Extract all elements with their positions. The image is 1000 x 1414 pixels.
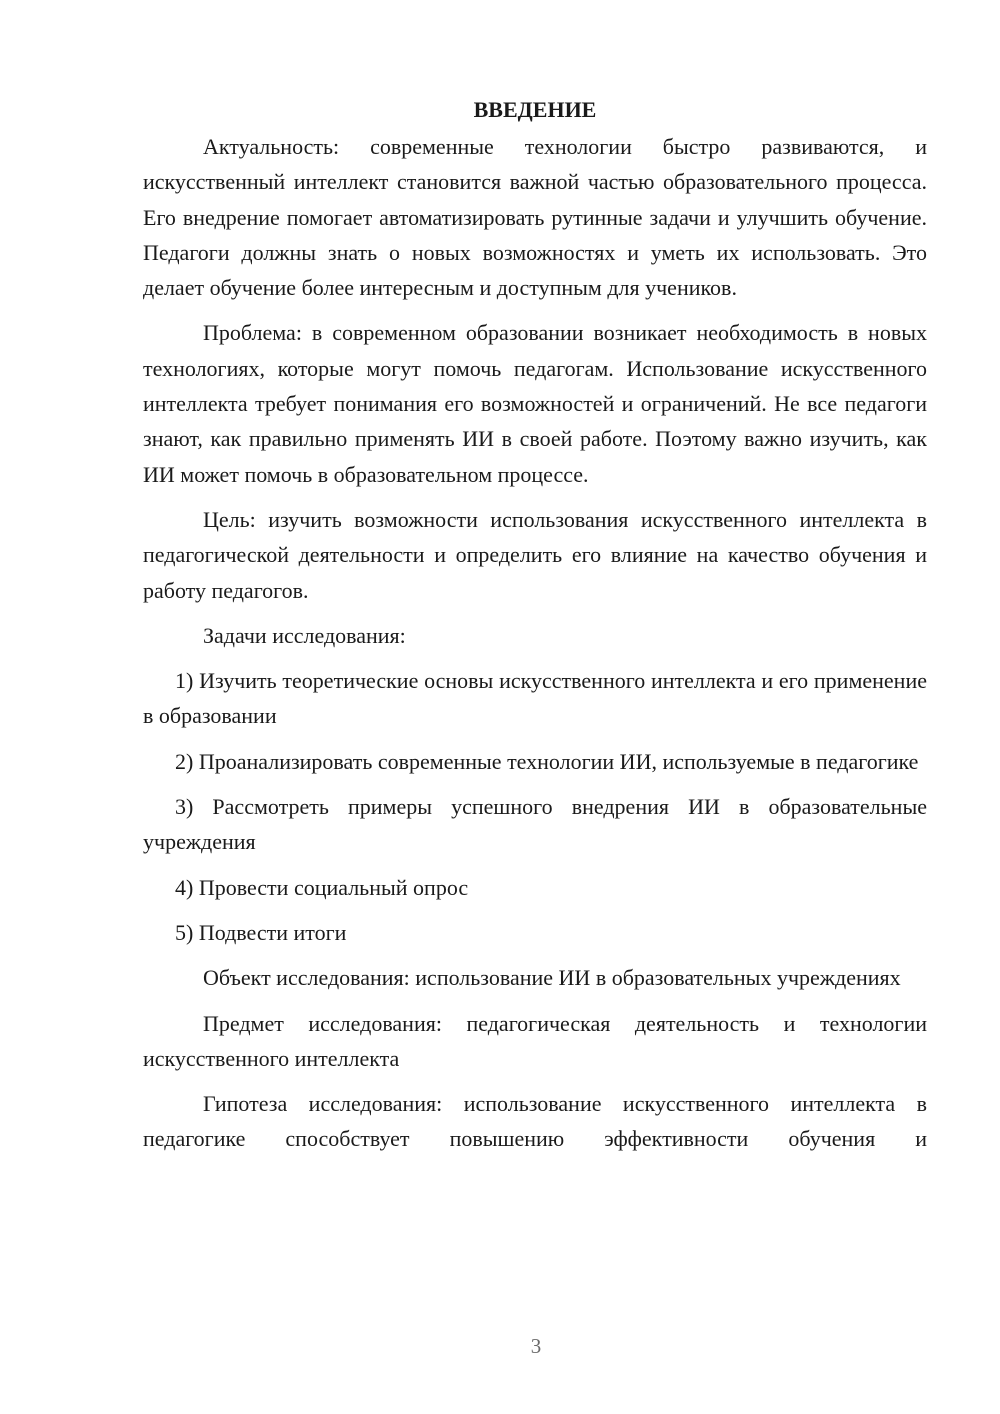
section-title: ВВЕДЕНИЕ: [473, 97, 597, 122]
tasks-list: [143, 663, 927, 950]
paragraph-relevance: Актуальность: современные технологии быстро развиваются, и искусственный интеллект становится важной частью образовательного процесса. Его внедрение помогает автоматизировать рутинные задачи и улучшить обучение. Педагоги должны знать о новых возможностях и уметь их использовать. Это делает обучение более интересным и доступным для учеников.: [143, 134, 927, 301]
list-item: 4) Провести социальный опрос: [175, 874, 469, 900]
list-item: 5) Подвести итоги: [175, 919, 347, 945]
list-item: 1) Изучить теоретические основы искусственного интеллекта и его применение в образовании: [143, 668, 927, 729]
paragraph-object: Объект исследования: использование ИИ в образовательных учреждениях: [203, 965, 901, 991]
paragraph-tasks-intro: Задачи исследования:: [203, 622, 406, 648]
paragraph-hypothesis: Гипотеза исследования: использование искусственного интеллекта в педагогике способствует повышению эффективности обучения и: [143, 1091, 927, 1152]
page-number: 3: [530, 1334, 542, 1358]
list-item: 2) Проанализировать современные технологии ИИ, используемые в педагогике: [175, 748, 919, 774]
paragraph-subject: Предмет исследования: педагогическая деятельность и технологии искусственного интеллекта: [143, 1010, 927, 1071]
paragraph-goal: Цель: изучить возможности использования искусственного интеллекта в педагогической деятельности и определить его влияние на качество обучения и работу педагогов.: [143, 506, 927, 603]
list-item: 3) Рассмотреть примеры успешного внедрения ИИ в образовательные учреждения: [143, 794, 927, 855]
document-page: [143, 92, 927, 1167]
paragraph-problem: Проблема: в современном образовании возникает необходимость в новых технологиях, которые могут помочь педагогам. Использование искусственного интеллекта требует понимания его возможностей и ограничений. Не все педагоги знают, как правильно применять ИИ в своей работе. Поэтому важно изучить, как ИИ может помочь в образовательном процессе.: [143, 320, 927, 487]
